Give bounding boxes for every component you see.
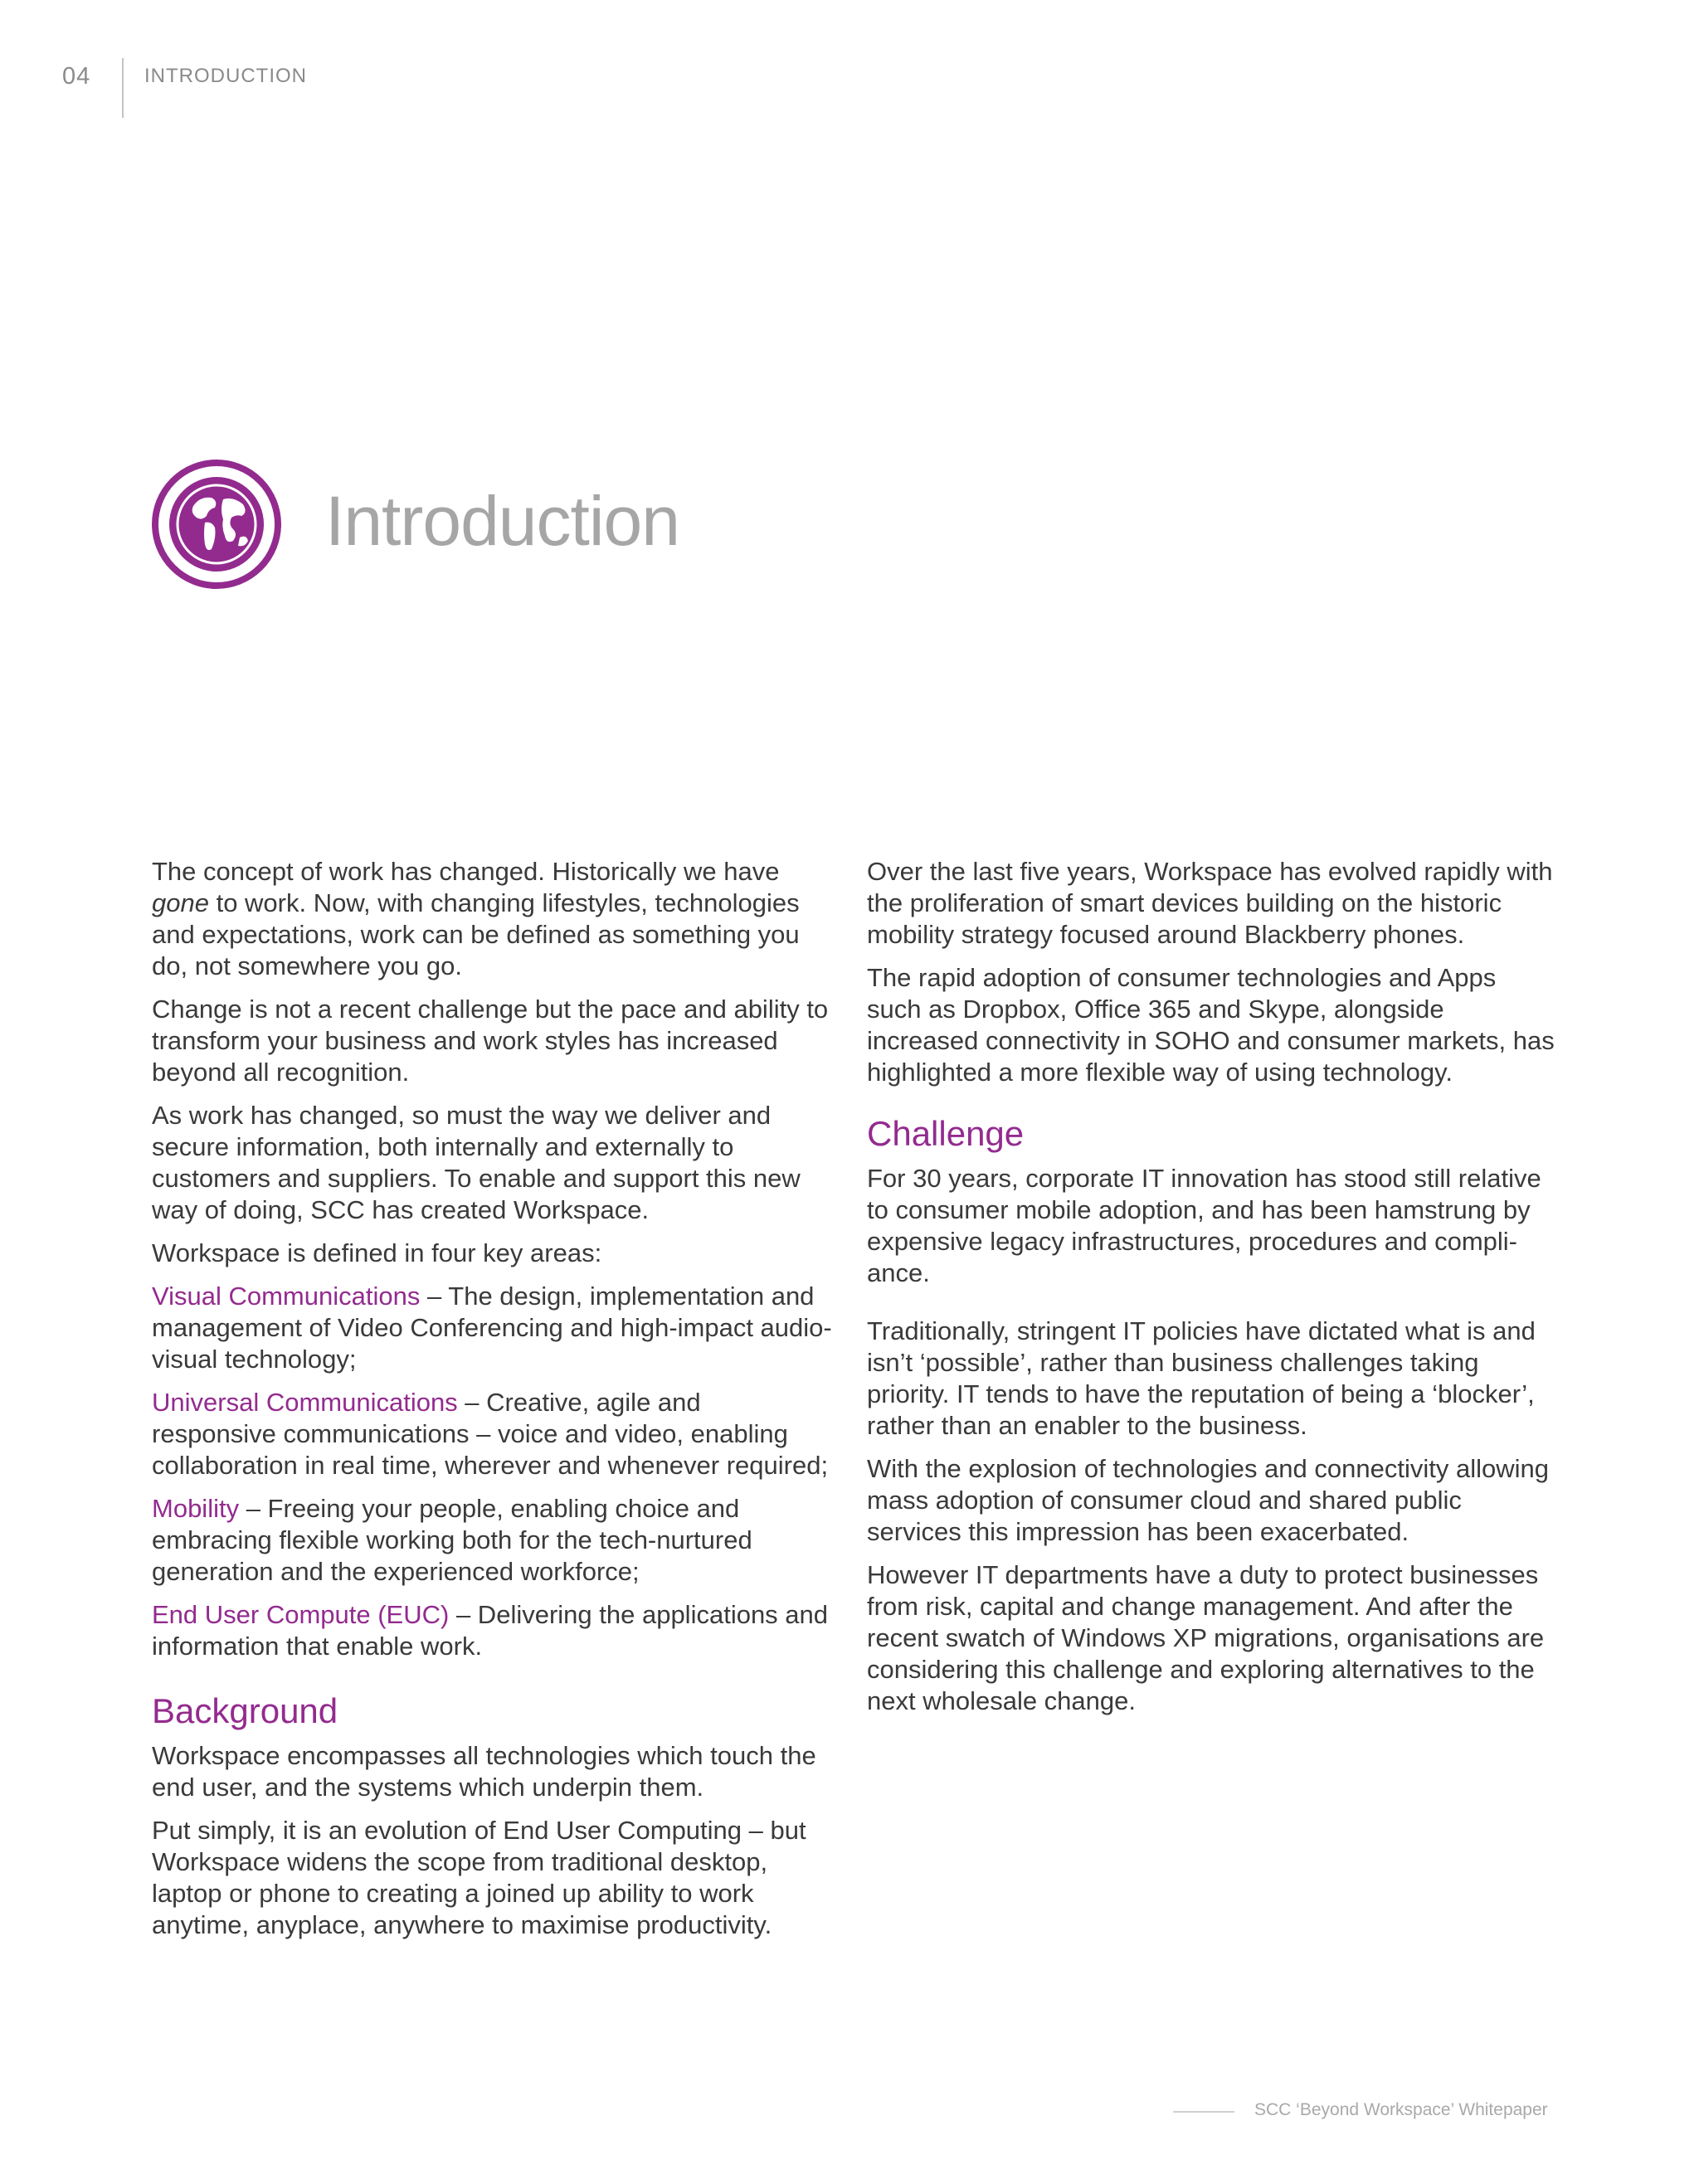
area-term: Visual Communications	[152, 1282, 421, 1311]
challenge-heading: Challenge	[867, 1114, 1025, 1153]
challenge-paragraph-1: For 30 years, corporate IT innovation has stood still relative to consumer mobile adoption, and has been hamstrung by expensive legacy infrastructures, procedures and compli-ance.	[867, 1164, 1541, 1287]
intro-paragraph-2: Change is not a recent challenge but the pace and ability to transform your business and work styles has increased beyond all recognition.	[152, 995, 829, 1087]
area-term: End User Compute (EUC)	[152, 1600, 450, 1629]
footer-divider	[1173, 2111, 1234, 2113]
area-description: – Delivering the applications and information that enable work.	[152, 1600, 829, 1661]
globe-icon	[150, 458, 283, 591]
left-column	[152, 856, 832, 1953]
area-description: – The design, implementation and management of Video Conferencing and high-impact audio-visual technology;	[152, 1282, 832, 1374]
intro-paragraph-4: Workspace is defined in four key areas:	[152, 1238, 602, 1267]
header-divider	[122, 58, 124, 118]
area-visual-communications	[152, 1281, 832, 1375]
challenge-paragraph-2: Traditionally, stringent IT policies have dictated what is and isn’t ‘possible’, rather than business challenges taking priority. IT tends to have the reputation of being a ‘blocker’, rather than an enabler to the business.	[867, 1316, 1536, 1440]
emphasis-gone: gone	[152, 888, 209, 917]
intro-paragraph-3: As work has changed, so must the way we deliver and secure information, both internally and externally to customers and suppliers. To enable and support this new way of doing, SCC has created Workspace.	[152, 1101, 801, 1224]
evolution-paragraph-1: Over the last five years, Workspace has evolved rapidly with the proliferation of smart devices building on the historic mobility strategy focused around Blackberry phones.	[867, 857, 1553, 949]
area-term: Mobility	[152, 1494, 240, 1523]
intro-paragraph-1: The concept of work has changed. Historically we have gone to work. Now, with changing lifestyles, technologies and expectations, work can be defined as something you do, not somewhere you go.	[152, 857, 800, 980]
challenge-paragraph-4: However IT departments have a duty to protect businesses from risk, capital and change management. And after the recent swatch of Windows XP migrations, organisations are considering this challenge and exploring alternatives to the next wholesale change.	[867, 1560, 1545, 1715]
area-description: – Creative, agile and responsive communications – voice and video, enabling collaboration in real time, wherever and whenever required;	[152, 1388, 829, 1480]
area-term: Universal Communications	[152, 1388, 458, 1417]
background-heading: Background	[152, 1691, 338, 1730]
area-description: – Freeing your people, enabling choice and embracing flexible working both for the tech-nurtured generation and the experienced workforce;	[152, 1494, 752, 1586]
right-column	[867, 856, 1555, 1729]
background-paragraph-1: Workspace encompasses all technologies which touch the end user, and the systems which underpin them.	[152, 1741, 816, 1802]
area-end-user-compute	[152, 1599, 832, 1662]
page-title: Introduction	[325, 482, 679, 560]
footer-publication-title: SCC ‘Beyond Workspace’ Whitepaper	[1254, 2100, 1548, 2119]
area-universal-communications	[152, 1387, 832, 1481]
section-label: INTRODUCTION	[144, 65, 307, 87]
evolution-paragraph-2: The rapid adoption of consumer technologies and Apps such as Dropbox, Office 365 and Skype, alongside increased connectivity in SOHO and consumer markets, has highlighted a more flexible way of using technology.	[867, 963, 1555, 1087]
area-mobility	[152, 1493, 832, 1588]
challenge-paragraph-3: With the explosion of technologies and connectivity allowing mass adoption of consumer cloud and shared public services this impression has been exacerbated.	[867, 1454, 1549, 1546]
background-paragraph-2: Put simply, it is an evolution of End User Computing – but Workspace widens the scope from traditional desktop, laptop or phone to creating a joined up ability to work anytime, anyplace, anywhere to maximise productivity.	[152, 1816, 806, 1939]
page-number: 04	[62, 63, 91, 90]
